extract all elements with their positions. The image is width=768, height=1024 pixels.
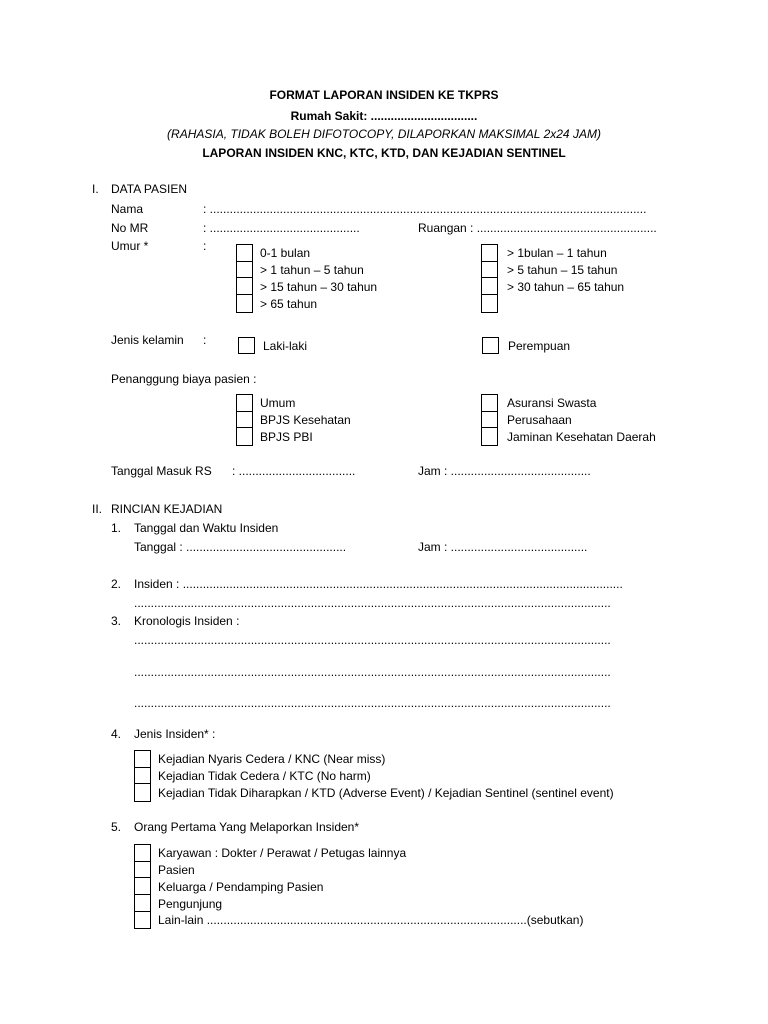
ktc-checkbox[interactable]	[135, 768, 150, 785]
q4-label: Jenis Insiden* :	[134, 727, 216, 741]
confidential-note: (RAHASIA, TIDAK BOLEH DIFOTOCOPY, DILAPORKAN MAKSIMAL 2x24 JAM)	[167, 127, 601, 141]
pelapor-option: Pasien	[158, 863, 195, 877]
nama-label: Nama	[111, 202, 144, 216]
umur-option-label: > 15 tahun – 30 tahun	[260, 280, 378, 294]
umur-colon: :	[203, 239, 207, 253]
jam-insiden-field[interactable]: Jam : .........................................	[418, 540, 588, 554]
biaya-option-label: Asuransi Swasta	[507, 396, 597, 410]
pelapor-option: Karyawan : Dokter / Perawat / Petugas lainnya	[158, 846, 407, 860]
jenis-insiden-option: Kejadian Tidak Cedera / KTC (No harm)	[158, 769, 371, 783]
section-1-title: DATA PASIEN	[111, 182, 188, 196]
insiden-field[interactable]: Insiden : ....................................................................................................................................	[134, 577, 623, 591]
bpjs-kesehatan-checkbox[interactable]	[237, 412, 252, 429]
form-subtitle: LAPORAN INSIDEN KNC, KTC, KTD, DAN KEJADIAN SENTINEL	[202, 146, 566, 160]
nama-field[interactable]: : ...................................................................................................................................	[203, 202, 647, 216]
umur-option-label: > 1 tahun – 5 tahun	[260, 263, 364, 277]
jenis-insiden-option: Kejadian Nyaris Cedera / KNC (Near miss)	[158, 752, 386, 766]
biaya-left-checkbox-group	[236, 394, 253, 446]
umur-option-label: > 5 tahun – 15 tahun	[507, 263, 618, 277]
pelapor-option: Pengunjung	[158, 897, 223, 911]
biaya-option-label: Jaminan Kesehatan Daerah	[507, 430, 656, 444]
form-title: FORMAT LAPORAN INSIDEN KE TKPRS	[269, 88, 499, 102]
umur-option-label: 0-1 bulan	[260, 246, 311, 260]
kronologis-line[interactable]: ...............................................................................................................................................	[134, 665, 611, 679]
q1-number: 1.	[111, 521, 122, 535]
umur-label: Umur *	[111, 239, 149, 253]
q5-number: 5.	[111, 820, 122, 834]
insiden-field-line-2[interactable]: ...............................................................................................................................................	[134, 596, 611, 610]
no-mr-label: No MR	[111, 221, 149, 235]
umur-option-label: > 1bulan – 1 tahun	[507, 246, 607, 260]
asuransi-swasta-checkbox[interactable]	[482, 395, 497, 412]
perempuan-checkbox[interactable]	[482, 337, 499, 354]
umur-checkbox-empty[interactable]	[482, 295, 497, 312]
lain-lain-checkbox[interactable]	[135, 912, 150, 929]
biaya-option-label: Perusahaan	[507, 413, 572, 427]
umur-checkbox-30-65-tahun[interactable]	[482, 278, 497, 295]
pelapor-option: Keluarga / Pendamping Pasien	[158, 880, 324, 894]
penanggung-biaya-label: Penanggung biaya pasien :	[111, 372, 257, 386]
q3-label: Kronologis Insiden :	[134, 614, 240, 628]
q5-label: Orang Pertama Yang Melaporkan Insiden*	[134, 820, 360, 834]
biaya-option-label: Umum	[260, 396, 296, 410]
kronologis-line[interactable]: ...............................................................................................................................................	[134, 696, 611, 710]
jenis-kelamin-colon: :	[203, 333, 207, 347]
kronologis-line[interactable]: ...............................................................................................................................................	[134, 633, 611, 647]
karyawan-checkbox[interactable]	[135, 845, 150, 862]
section-1-number: I.	[92, 182, 99, 196]
jaminan-kesehatan-daerah-checkbox[interactable]	[482, 428, 497, 445]
bpjs-pbi-checkbox[interactable]	[237, 428, 252, 445]
umur-right-checkbox-group	[481, 244, 498, 313]
section-2-title: RINCIAN KEJADIAN	[111, 502, 223, 516]
tanggal-masuk-field[interactable]: : ...................................	[232, 464, 356, 478]
laki-laki-label: Laki-laki	[263, 339, 308, 353]
biaya-option-label: BPJS Kesehatan	[260, 413, 351, 427]
laki-laki-checkbox[interactable]	[238, 337, 255, 354]
biaya-right-checkbox-group	[481, 394, 498, 446]
ktd-checkbox[interactable]	[135, 784, 150, 801]
section-2-number: II.	[92, 502, 103, 516]
umur-checkbox-15-30-tahun[interactable]	[237, 278, 252, 295]
tanggal-masuk-label: Tanggal Masuk RS	[111, 464, 212, 478]
jenis-kelamin-label: Jenis kelamin	[111, 333, 184, 347]
umur-checkbox-65-tahun[interactable]	[237, 295, 252, 312]
umur-left-checkbox-group	[236, 244, 253, 313]
umur-option-label: > 30 tahun – 65 tahun	[507, 280, 625, 294]
jenis-insiden-checkbox-group	[134, 750, 151, 802]
biaya-option-label: BPJS PBI	[260, 430, 313, 444]
umur-option-label: > 65 tahun	[260, 297, 318, 311]
lain-lain-field[interactable]: Lain-lain ................................................................................................(sebutkan)	[158, 913, 584, 927]
pasien-checkbox[interactable]	[135, 862, 150, 879]
umur-checkbox-5-15-tahun[interactable]	[482, 262, 497, 279]
perusahaan-checkbox[interactable]	[482, 412, 497, 429]
jenis-insiden-option: Kejadian Tidak Diharapkan / KTD (Adverse Event) / Kejadian Sentinel (sentinel event)	[158, 786, 614, 800]
keluarga-checkbox[interactable]	[135, 878, 150, 895]
pengunjung-checkbox[interactable]	[135, 895, 150, 912]
pelapor-checkbox-group	[134, 844, 151, 929]
umur-checkbox-0-1-bulan[interactable]	[237, 245, 252, 262]
umur-checkbox-1bulan-1-tahun[interactable]	[482, 245, 497, 262]
tanggal-insiden-field[interactable]: Tanggal : ................................................	[134, 540, 347, 554]
jam-masuk-field[interactable]: Jam : ..........................................	[418, 464, 591, 478]
ruangan-field[interactable]: Ruangan : ......................................................	[418, 221, 657, 235]
hospital-field[interactable]: Rumah Sakit: ................................	[290, 109, 478, 123]
perempuan-label: Perempuan	[508, 339, 571, 353]
umur-checkbox-1-5-tahun[interactable]	[237, 262, 252, 279]
q3-number: 3.	[111, 614, 122, 628]
q2-number: 2.	[111, 577, 122, 591]
q4-number: 4.	[111, 727, 122, 741]
q1-label: Tanggal dan Waktu Insiden	[134, 521, 279, 535]
umum-checkbox[interactable]	[237, 395, 252, 412]
knc-checkbox[interactable]	[135, 751, 150, 768]
no-mr-field[interactable]: : .............................................	[203, 221, 360, 235]
